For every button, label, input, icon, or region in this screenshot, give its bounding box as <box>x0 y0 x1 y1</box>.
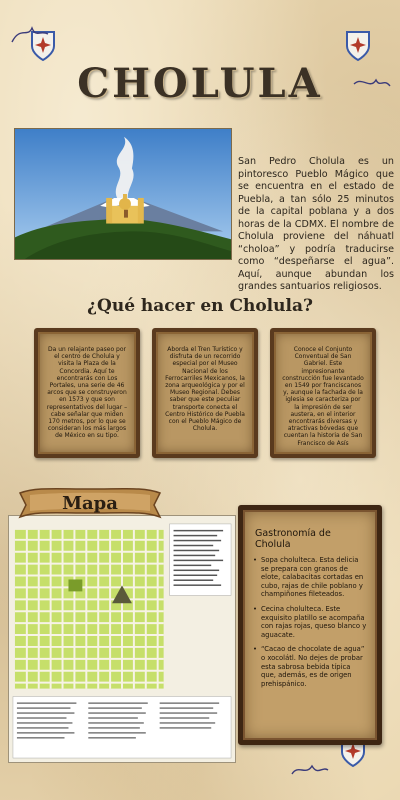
cholula-church-volcano-image <box>14 128 232 260</box>
flourish-icon <box>10 24 50 44</box>
intro-paragraph: San Pedro Cholula es un pintoresco Pueblo Mágico que se encuentra en el estado de Puebla, a tan sólo 25 minutos de la capital poblana y a dos horas de la CDMX. El nombre de Cholula proviene del náhuatl “choloa” y podría traducirse como “despeñarse el agua”. Aquí, aunque abundan los grandes santuarios religiosos. <box>238 156 394 292</box>
gastronomy-heading: Gastronomía de Cholula <box>255 528 331 550</box>
activity-text: Aborda el Tren Turístico y disfruta de un recorrido especial por el Museo Nacional de los Ferrocarriles Mexicanos, la zona arqueológica y por el Museo Regional. Debes saber que este peculiar transporte conecta el Centro Histórico de Puebla con el Pueblo Mágico de Cholula. <box>165 346 245 433</box>
list-item: • “Cacao de chocolate de agua” o xocolátl. No dejes de probar esta sabrosa bebida típica que, además, es de origen prehispánico. <box>253 645 367 688</box>
map-banner-label: Mapa <box>62 493 118 514</box>
page-title: CHOLULA <box>77 60 323 107</box>
gastronomy-card <box>238 505 382 745</box>
activity-card <box>34 328 140 458</box>
flourish-icon <box>290 760 330 780</box>
city-map-image <box>8 515 236 763</box>
list-item: • Cecina cholulteca. Este exquisito platillo se acompaña con rajas rojas, queso blanco y aguacate. <box>253 605 367 639</box>
section-heading: ¿Qué hacer en Cholula? <box>87 296 313 316</box>
gastronomy-list <box>253 556 367 688</box>
activity-text: Conoce el Conjunto Conventual de San Gabriel. Este impresionante construcción fue levantado en 1549 por franciscanos y, aunque la fachada de la iglesia se caracteriza por la impresión de ser austera, en el interior encontrarás diversas y atractivas bóvedas que cuentan la historia de San Francisco de Asís <box>282 346 364 447</box>
activity-card <box>152 328 258 458</box>
list-item: • Sopa cholulteca. Esta delicia se prepara con granos de elote, calabacitas cortadas en cubo, rajas de chile poblano y champiñones fileteados. <box>253 556 367 599</box>
heraldic-shield-icon <box>345 30 371 62</box>
activity-card <box>270 328 376 458</box>
activity-text: Da un relajante paseo por el centro de Cholula y visita la Plaza de la Concordia. Aquí te encontrarás con Los Portales, una serie de 46 arcos que se construyeron en 1573 y que son representativos del lugar –cabe señalar que miden 170 metros, por lo que se consideran los más largos de México en su tipo. <box>46 346 128 440</box>
